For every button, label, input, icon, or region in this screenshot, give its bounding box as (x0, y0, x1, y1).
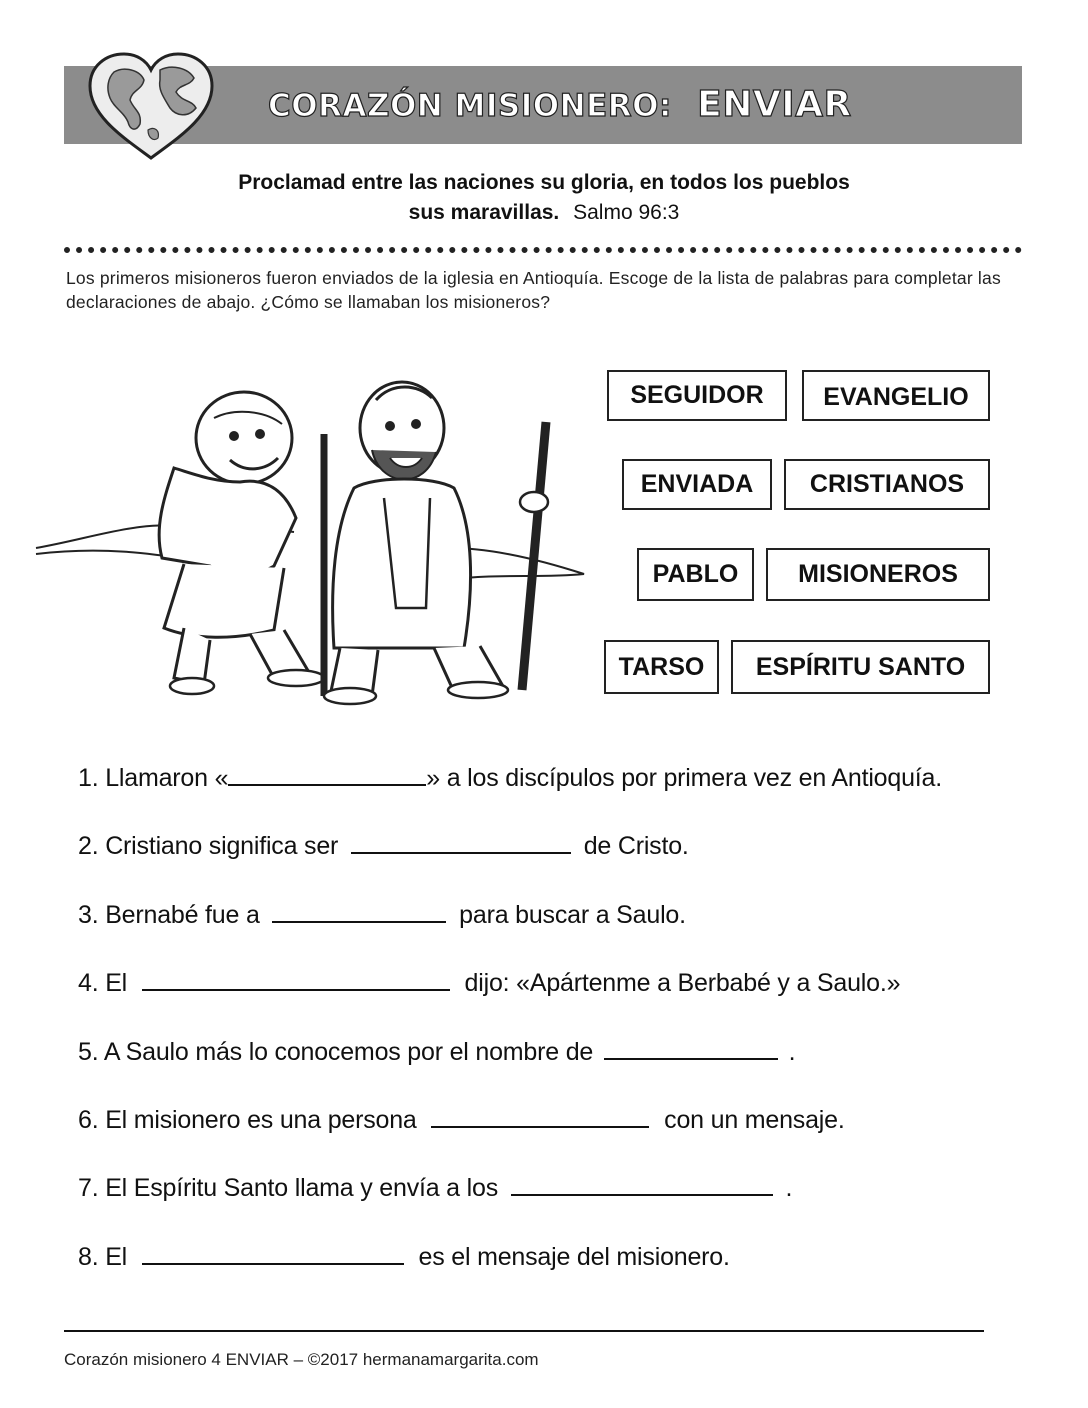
title-part1: CORAZÓN MISIONERO: (268, 88, 672, 124)
answer-blank-7[interactable] (511, 1193, 773, 1196)
word-tarso: TARSO (604, 640, 719, 694)
answer-blank-8[interactable] (142, 1262, 404, 1265)
word-evangelio: EVANGELIO (802, 370, 990, 421)
question-5-after: . (788, 1038, 796, 1066)
answer-blank-4[interactable] (142, 988, 450, 991)
verse-line1: Proclamad entre las naciones su gloria, en todos los pueblos (238, 171, 850, 194)
question-2-before: 2. Cristiano significa ser (78, 832, 339, 860)
footer-divider (64, 1330, 984, 1332)
heart-globe-icon (84, 50, 218, 162)
question-4 (78, 969, 900, 998)
question-2 (78, 832, 689, 861)
answer-blank-6[interactable] (431, 1125, 649, 1128)
word-espiritu-santo: ESPÍRITU SANTO (731, 640, 990, 694)
question-2-after: de Cristo. (583, 832, 689, 860)
page-title (268, 84, 852, 125)
verse-reference: Salmo 96:3 (573, 201, 680, 224)
question-7 (78, 1174, 792, 1203)
question-7-before: 7. El Espíritu Santo llama y envía a los (78, 1174, 498, 1202)
answer-blank-3[interactable] (272, 920, 446, 923)
question-6-before: 6. El misionero es una persona (78, 1106, 417, 1134)
footer-text: Corazón misionero 4 ENVIAR – ©2017 hermanamargarita.com (64, 1350, 539, 1369)
word-enviada: ENVIADA (622, 459, 772, 510)
question-3 (78, 901, 686, 930)
answer-blank-2[interactable] (351, 851, 571, 854)
verse-line2: sus maravillas. (408, 201, 560, 224)
question-8-before: 8. El (78, 1243, 128, 1271)
question-1-after: » a los discípulos por primera vez en Antioquía. (426, 764, 942, 792)
question-5 (78, 1038, 795, 1067)
question-6-after: con un mensaje. (664, 1106, 845, 1134)
question-7-after: . (785, 1174, 793, 1202)
answer-blank-5[interactable] (604, 1057, 778, 1060)
question-8 (78, 1243, 730, 1272)
word-seguidor: SEGUIDOR (607, 370, 787, 421)
word-misioneros: MISIONEROS (766, 548, 990, 601)
dotted-divider (64, 247, 1022, 253)
word-cristianos: CRISTIANOS (784, 459, 990, 510)
question-3-before: 3. Bernabé fue a (78, 901, 260, 929)
missionaries-illustration (34, 378, 594, 708)
question-4-after: dijo: «Apártenme a Berbabé y a Saulo.» (464, 969, 901, 997)
word-pablo: PABLO (637, 548, 754, 601)
instructions-text: Los primeros misioneros fueron enviados de la iglesia en Antioquía. Escoge de la lista de palabras para completar las declaraciones de abajo. ¿Cómo se llamaban los misioneros? (66, 268, 1001, 312)
question-1 (78, 764, 942, 793)
question-8-after: es el mensaje del misionero. (418, 1243, 730, 1271)
question-3-after: para buscar a Saulo. (459, 901, 686, 929)
title-part2: ENVIAR (697, 84, 852, 125)
question-1-before: 1. Llamaron « (78, 764, 229, 792)
answer-blank-1[interactable] (228, 783, 426, 786)
question-6 (78, 1106, 845, 1135)
question-4-before: 4. El (78, 969, 128, 997)
verse-line2-container (0, 201, 1088, 225)
question-5-before: 5. A Saulo más lo conocemos por el nombre de (78, 1038, 594, 1066)
